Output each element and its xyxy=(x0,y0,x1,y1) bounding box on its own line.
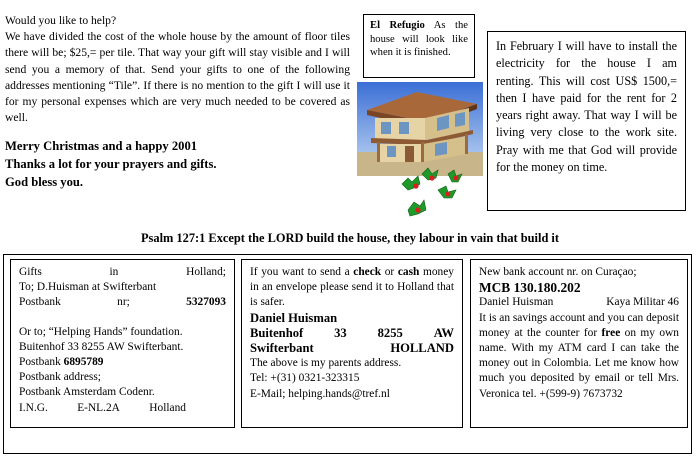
word: E-NL.2A xyxy=(77,401,120,414)
postbank-number: 6895789 xyxy=(63,356,104,369)
holland-line: Or to; “Helping Hands” foundation. xyxy=(19,325,183,338)
text: free xyxy=(601,326,621,339)
word: Postbank xyxy=(19,296,61,309)
text: It is an savings account and you can deposit money at the counter for xyxy=(479,311,679,339)
check-cash-box xyxy=(241,259,463,428)
greeting-line: God bless you. xyxy=(5,175,84,189)
holland-line: Buitenhof 33 8255 AW Swifterbant. xyxy=(19,340,184,353)
text: cash xyxy=(397,266,420,278)
holly-decoration xyxy=(394,166,474,226)
word: HOLLAND xyxy=(390,341,454,356)
postbank-number: 5327093 xyxy=(186,296,226,309)
bank-account-number: MCB 130.180.202 xyxy=(479,280,581,296)
bank-account-box xyxy=(470,259,688,428)
word: Holland xyxy=(149,401,186,414)
text: If you want to send a xyxy=(250,266,354,278)
word: nr; xyxy=(117,296,130,309)
word: Buitenhof xyxy=(250,325,304,340)
word: 33 xyxy=(334,325,347,340)
february-text: In February I will have to install the electricity for the house I am renting. This will cost US$ 1500,= then I have paid for the rent for 2 years right away. That way I will be living very close to the work site. Pray with me that God will provide for the money on time. xyxy=(496,39,677,175)
intro-text xyxy=(5,13,350,126)
refugio-title: El Refugio xyxy=(370,20,425,31)
holland-line: Postbank address; xyxy=(19,371,101,384)
house-illustration xyxy=(357,82,483,176)
word: Gifts xyxy=(19,266,42,278)
word: Daniel Huisman xyxy=(479,296,554,309)
psalm-verse: Psalm 127:1 Except the LORD build the house, they labour in vain that build it xyxy=(140,231,559,245)
city-address xyxy=(250,341,454,356)
word: I.N.G. xyxy=(19,401,48,414)
word: AW xyxy=(433,325,454,340)
greeting-line: Thanks a lot for your prayers and gifts. xyxy=(5,157,217,171)
word: Holland; xyxy=(186,266,226,278)
postbank-line xyxy=(19,355,226,370)
text: check xyxy=(353,266,382,278)
account-holder-line xyxy=(479,295,679,310)
word: Swifterbant xyxy=(250,341,314,356)
text: money in an envelope please send it to Holland that is safer. xyxy=(250,266,454,309)
text: or xyxy=(381,266,398,278)
greeting-line: Merry Christmas and a happy 2001 xyxy=(5,139,198,153)
check-instructions xyxy=(250,265,454,311)
postbank-line xyxy=(19,295,226,310)
refugio-caption-box xyxy=(363,14,475,78)
refugio-caption: As the house will look like when it is finished. xyxy=(370,20,469,59)
intro-heading: Would you like to help? xyxy=(5,14,117,27)
street-address xyxy=(250,326,454,341)
greetings xyxy=(5,137,345,191)
text: on my own name. With my ATM card I can take the money out in Colombia. Let me know how much you deposited by email or tell Mrs. Veronica tel. +(599-9) 7673732 xyxy=(479,326,679,400)
holland-line: To; D.Huisman at Swifterbant xyxy=(19,281,157,294)
holland-line xyxy=(19,265,226,280)
spacer xyxy=(19,311,226,325)
address-note: The above is my parents address. xyxy=(250,357,402,370)
intro-body: We have divided the cost of the whole house by the amount of floor tiles there will be; $25,= per tile. That way your gift will stay visible and I will send you a memory of that. Send your gifts to one of the following addresses mentioning “Tile”. If there is no mention to the gift I will use it for my personal expenses which are very much needed to be covered as well. xyxy=(5,30,350,125)
holland-line xyxy=(19,401,226,416)
bank-heading: New bank account nr. on Curaçao; xyxy=(479,266,637,278)
word: Kaya Militar 46 xyxy=(606,296,679,309)
word: 8255 xyxy=(377,325,403,340)
bank-instructions xyxy=(479,311,679,402)
phone: Tel: +(31) 0321-323315 xyxy=(250,372,360,385)
holland-gifts-box xyxy=(10,259,235,428)
holland-line: Postbank Amsterdam Codenr. xyxy=(19,386,155,399)
word: Postbank xyxy=(19,356,64,369)
email: E-Mail; helping.hands@tref.nl xyxy=(250,387,390,400)
recipient-name: Daniel Huisman xyxy=(250,310,338,325)
word: in xyxy=(109,266,119,278)
february-notice-box xyxy=(487,31,686,211)
